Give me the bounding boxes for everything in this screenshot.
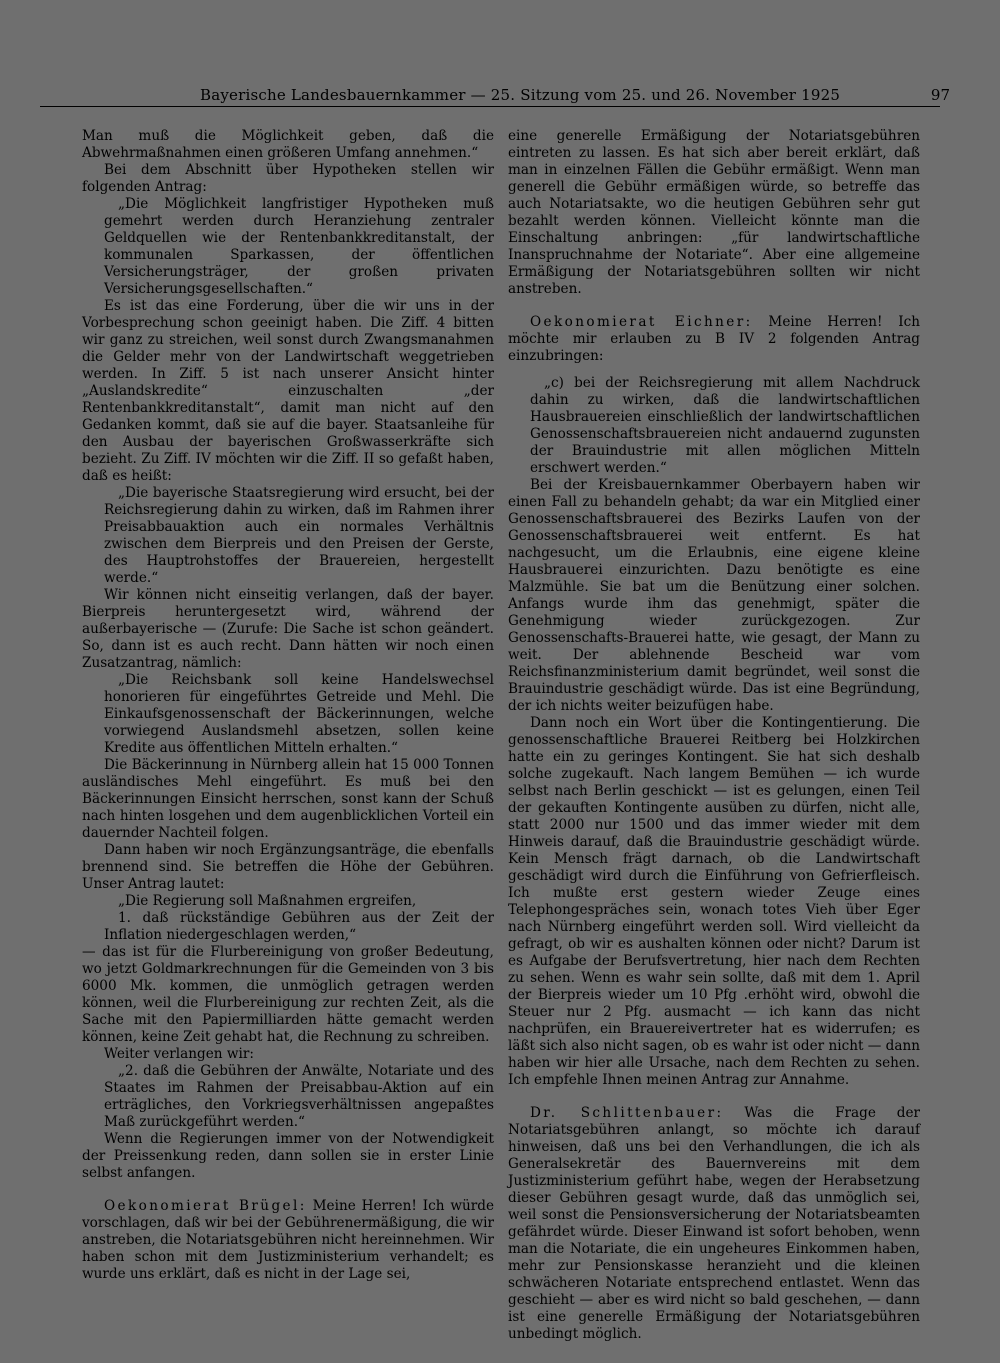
speaker-name: Oekonomierat Eichner: bbox=[530, 314, 753, 330]
speech-paragraph bbox=[82, 1198, 494, 1283]
right-column bbox=[508, 128, 920, 1343]
speaker-name: Dr. Schlittenbauer: bbox=[530, 1105, 724, 1121]
paragraph: eine generelle Ermäßigung der Notariatsgebühren eintreten zu lassen. Es hat sich aber bereit erklärt, daß man in einzelnen Fällen die Gebühr ermäßigt. Wenn man generell die Gebühr ermäßigen würde, so betreffe das auch Notariatsakte, wo die heutigen Gebühren sehr gut bezahlt werden können. Vielleicht könnte man die Einschaltung anbringen: „für landwirtschaftliche Inanspruchnahme der Notariate“. Aber eine allgemeine Ermäßigung der Notariatsgebühren sollten wir nicht anstreben. bbox=[508, 128, 920, 297]
paragraph: Man muß die Möglichkeit geben, daß die Abwehrmaßnahmen einen größeren Umfang annehmen.“ bbox=[82, 128, 494, 161]
speech-paragraph bbox=[508, 314, 920, 365]
quoted-motion: „c) bei der Reichsregierung mit allem Nachdruck dahin zu wirken, daß die landwirtschaftlichen Hausbrauereien einschließlich der landwirtschaftlichen Genossenschaftsbrauereien nicht andauernd zugunsten der Brauindustrie mit allen möglichen Mitteln erschwert werden.“ bbox=[530, 375, 920, 476]
header-title: Bayerische Landesbauernkammer — 25. Sitzung vom 25. und 26. November 1925 bbox=[200, 86, 841, 104]
paragraph: Weiter verlangen wir: bbox=[104, 1046, 254, 1062]
paragraph: Wir können nicht einseitig verlangen, daß der bayer. Bierpreis heruntergesetzt wird, während der außerbayerische — (Zurufe: Die Sache ist schon geändert. So, dann ist es auch recht. Dann hätten wir noch einen Zusatzantrag, nämlich: bbox=[82, 587, 494, 671]
page-number: 97 bbox=[930, 86, 950, 104]
speech-paragraph bbox=[508, 1105, 920, 1343]
speech-text: Was die Frage der Notariatsgebühren anlangt, so möchte ich darauf hinweisen, daß uns bei den Verhandlungen, die ich als Generalsekretär des Bauernvereins mit dem Justizministerium geführt habe, wegen der Herabsetzung dieser Gebühren gesagt wurde, daß das unmöglich sei, weil sonst die Pensionsversicherung der Notariatsbeamten gefährdet würde. Dieser Einwand ist sofort behoben, wenn man die Notariate, die ein ungeheures Einkommen haben, mehr zur Pensionskasse heranzieht und die kleinen schwächeren Notariate entsprechend entlastet. Wenn das geschieht — aber es wird nicht so bald geschehen, — dann ist eine generelle Ermäßigung der Notariatsgebühren unbedingt möglich. bbox=[508, 1105, 921, 1342]
paragraph: Dann haben wir noch Ergänzungsanträge, die ebenfalls brennend sind. Sie betreffen die Höhe der Gebühren. Unser Antrag lautet: bbox=[82, 842, 494, 892]
document-page bbox=[40, 58, 960, 1342]
quoted-motion: „Die Reichsbank soll keine Handelswechsel honorieren für eingeführtes Getreide und Mehl. Die Einkaufsgenossenschaft der Bäckerinnungen, welche vorwiegend Auslandsmehl absetzen, sollen keine Kredite aus öffentlichen Mitteln erhalten.“ bbox=[104, 672, 494, 756]
speaker-name: Oekonomierat Brügel: bbox=[104, 1198, 307, 1214]
quoted-motion: „Die Regierung soll Maßnahmen ergreifen, bbox=[118, 893, 417, 909]
paragraph: Die Bäckerinnung in Nürnberg allein hat 15 000 Tonnen ausländisches Mehl eingeführt. Es muß bei den Bäckerinnungen Einsicht herrschen, sonst kann der Schuß nach hinten losgehen und dem augenblicklichen Vorteil ein dauernder Nachteil folgen. bbox=[82, 757, 494, 841]
quoted-motion: „Die bayerische Staatsregierung wird ersucht, bei der Reichsregierung dahin zu wirken, daß im Rahmen ihrer Preisabbauaktion auch ein normales Verhältnis zwischen dem Bierpreis und den Preisen der Gerste, des Hauptrohstoffes der Brauereien, hergestellt werde.“ bbox=[104, 485, 494, 586]
running-header bbox=[40, 84, 950, 107]
quoted-motion: „2. daß die Gebühren der Anwälte, Notariate und des Staates im Rahmen der Preisabbau-Aktion auf ein erträgliches, den Vorkriegsverhältnissen angepaßtes Maß zurückgeführt werden.“ bbox=[104, 1063, 494, 1130]
quoted-motion: 1. daß rückständige Gebühren aus der Zeit der Inflation niedergeschlagen werden,“ bbox=[104, 910, 494, 943]
quoted-motion: „Die Möglichkeit langfristiger Hypotheken muß gemehrt werden durch Heranziehung zentraler Geldquellen wie der Rentenbankkreditanstalt, der kommunalen Sparkassen, der öffentlichen Versicherungsträger, der großen privaten Versicherungsgesellschaften.“ bbox=[104, 196, 494, 297]
paragraph: Wenn die Regierungen immer von der Notwendigkeit der Preissenkung reden, dann sollen sie in erster Linie selbst anfangen. bbox=[82, 1131, 494, 1181]
left-column bbox=[82, 128, 494, 1283]
paragraph: Es ist das eine Forderung, über die wir uns in der Vorbesprechung schon geeinigt haben. Die Ziff. 4 bitten wir ganz zu streichen, weil sonst durch Zwangsmanahmen die Gelder mehr von der Landwirtschaft weggetrieben werden. In Ziff. 5 ist nach unserer Ansicht hinter „Auslandskredite“ einzuschalten „der Rentenbankkreditanstalt“, damit man nicht auf den Gedanken kommt, daß sie auf die bayer. Staatsanleihe für den Ausbau der bayerischen Großwasserkräfte sich bezieht. Zu Ziff. IV möchten wir die Ziff. II so gefaßt haben, daß es heißt: bbox=[82, 298, 494, 484]
paragraph: Dann noch ein Wort über die Kontingentierung. Die genossenschaftliche Brauerei Reitberg bei Holzkirchen hatte ein zu geringes Kontingent. Sie hat sich deshalb solche zugekauft. Nach langem Bemühen — ich wurde selbst nach Berlin geschickt — ist es gelungen, einen Teil der gekauften Kontingente ausüben zu dürfen, nicht alle, statt 2000 nur 1500 und das immer wieder mit dem Hinweis darauf, daß die Brauindustrie geschädigt würde. Kein Mensch frägt darnach, ob die Landwirtschaft geschädigt wird durch die Einführung von Gefrierfleisch. Ich mußte erst gestern wieder Zeuge eines Telephongespräches sein, wonach totes Vieh über Eger nach Nürnberg eingeführt werden soll. Wird vielleicht da gefragt, ob wir es aushalten können oder nicht? Darum ist es Aufgabe der Berufsvertretung, hier nach dem Rechten zu sehen. Wenn es wahr sein sollte, daß mit dem 1. April der Bierpreis wieder um 10 Pfg .erhöht wird, obwohl die Steuer nur 2 Pfg. ausmacht — ich kann das nicht nachprüfen, ein Brauereivertreter hat es widerrufen; es läßt sich also nicht sagen, ob es wahr ist oder nicht — dann haben wir hier alle Ursache, nach dem Rechten zu sehen. Ich empfehle Ihnen meinen Antrag zur Annahme. bbox=[508, 715, 920, 1088]
speech-text: Meine Herren! Ich möchte mir erlauben zu B IV 2 folgenden Antrag einzubringen: bbox=[508, 314, 920, 364]
paragraph: — das ist für die Flurbereinigung von großer Bedeutung, wo jetzt Goldmarkrechnungen für die Gemeinden von 3 bis 6000 Mk. kommen, die unmöglich getragen werden können, weil die Flurbereinigung zur rechten Zeit, als die Sache mit den Papiermilliarden hätte gemacht werden können, keine Zeit gehabt hat, die Rechnung zu schreiben. bbox=[82, 944, 494, 1045]
paragraph: Bei dem Abschnitt über Hypotheken stellen wir folgenden Antrag: bbox=[82, 162, 494, 195]
speech-text: Meine Herren! Ich würde vorschlagen, daß wir bei der Gebührenermäßigung, die wir anstreben, die Notariatsgebühren nicht hereinnehmen. Wir haben schon mit dem Justizministerium verhandelt; es wurde uns erklärt, daß es nicht in der Lage sei, bbox=[82, 1198, 494, 1282]
paragraph: Bei der Kreisbauernkammer Oberbayern haben wir einen Fall zu behandeln gehabt; da war ein Mitglied einer Genossenschaftsbrauerei des Bezirks Laufen von der Genossenschaftsbrauerei weit entfernt. Es hat nachgesucht, um die Erlaubnis, eine eigene kleine Hausbrauerei einzurichten. Dazu benötigte es eine Malzmühle. Sie bat um die Benützung einer solchen. Anfangs wurde ihm das genehmigt, später die Genehmigung wieder zurückgezogen. Zur Genossenschafts-Brauerei hatte, wie gesagt, der Mann zu weit. Der ablehnende Bescheid war vom Reichsfinanzministerium damit begründet, weil sonst die Brauindustrie geschädigt würde. Das ist eine Begründung, der ich nichts weiter beizufügen habe. bbox=[508, 477, 920, 714]
